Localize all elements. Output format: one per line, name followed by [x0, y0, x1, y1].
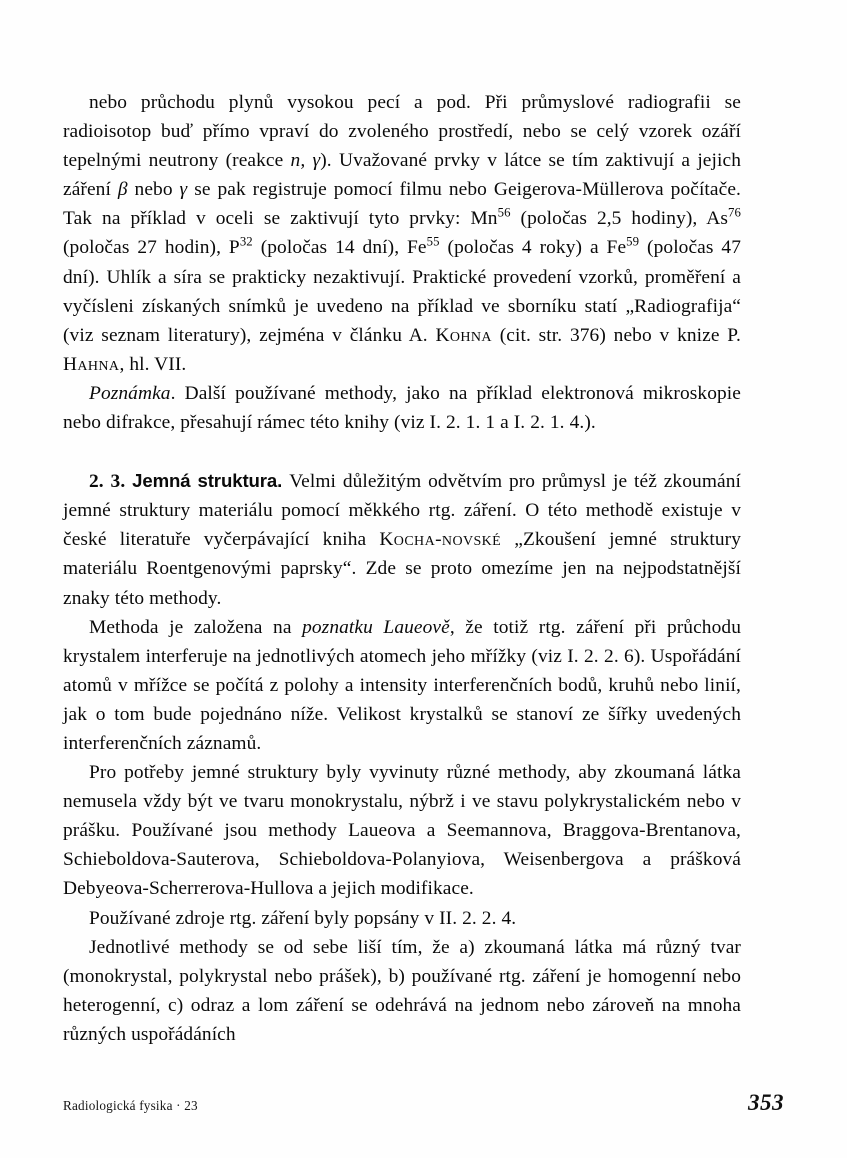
italic-run: n, [290, 150, 306, 172]
text-column [63, 88, 741, 1049]
text-run: ). Uvažované prvky v látce se tím zaktivují a jejich záření [63, 150, 741, 201]
text-run: (poločas 27 hodin), P [63, 237, 240, 259]
italic-run: γ [312, 150, 321, 172]
text-run [305, 150, 312, 171]
paragraph-2-poznamka [63, 379, 741, 437]
italic-run: γ [179, 179, 188, 201]
isotope-superscript: 32 [239, 235, 253, 249]
text-run: Jednotlivé methody se od sebe liší tím, že a) zkoumaná látka má různý tvar (monokrystal, polykrystal nebo prášek), b) používané rtg. záření je homogenní nebo heterogenní, c) odraz a lom záření se odehrává na jednom nebo zároveň na mnoha různých uspořádáních [63, 936, 741, 1045]
paragraph-1 [63, 88, 741, 379]
paragraph-7 [63, 933, 741, 1049]
text-run: (poločas 14 dní), Fe [252, 237, 427, 259]
text-run: Velmi důležitým odvětvím pro průmysl je též zkoumání jemné struktury materiálu pomocí měkkého rtg. záření. O této methodě existuje v české literatuře vyčerpávající kniha [63, 471, 741, 551]
italic-run: Poznámka [89, 382, 171, 404]
text-run: . Další používané methody, jako na příklad elektronová mikroskopie nebo difrakce, přesahují rámec této knihy (viz I. 2. 1. 1 a I. 2. 1. 4.). [63, 382, 741, 434]
small-caps-name: Kocha-novské [379, 529, 502, 551]
isotope-superscript: 59 [626, 235, 640, 249]
text-run: , že totiž rtg. záření při průchodu krystalem interferuje na jednotlivých atomech jeho mřížky (viz I. 2. 2. 6). Uspořádání atomů v mřížce se počítá z polohy a intensity interferenčních bodů, kruhů nebo linií, jak o tom bude pojednáno níže. Velikost krystalků se stanoví ze šířky uvedených interferenčních záznamů. [63, 616, 741, 754]
text-run: (poločas 47 dní). Uhlík a síra se prakticky nezaktivují. Praktické provedení vzorků, proměření a vyčísleni získaných snímků je uvedeno na příklad ve sborníku statí „Radiografija“ (viz seznam literatury), zejména v článku A. [63, 237, 742, 346]
text-run: nebo průchodu plynů vysokou pecí a pod. Při průmyslové radiografii se radioisotop buď přímo vpraví do zvoleného prostředí, nebo se celý vzorek ozáří tepelnými neutrony (reakce [63, 92, 741, 172]
paragraph-4 [63, 613, 741, 758]
page-number: 353 [748, 1090, 784, 1115]
section-title: Jemná struktura. [132, 470, 290, 492]
paragraph-6 [63, 904, 741, 933]
section-2-3-jemna-struktura [63, 466, 741, 612]
paragraph-5 [63, 758, 741, 903]
small-caps-name: Kohna [435, 324, 492, 346]
small-caps-name: Hahna [63, 353, 120, 375]
isotope-superscript: 56 [497, 205, 511, 220]
text-run: (cit. str. 376) nebo v knize P. [491, 324, 741, 346]
text-run: (poločas 2,5 hodiny), As [510, 208, 728, 230]
text-run: , hl. VII. [119, 353, 187, 375]
isotope-superscript: 55 [426, 235, 440, 249]
text-run: se pak registruje pomocí filmu nebo Geigerova-Müllerova počítače. Tak na příklad v oceli se zaktivují tyto prvky: Mn [63, 179, 741, 230]
running-footer: Radiologická fysika · 23 [63, 1098, 198, 1113]
text-run: nebo [127, 179, 180, 201]
text-run: „Zkoušení jemné struktury materiálu Roentgenovými paprsky“. Zde se proto omezíme jen na nejpodstatnější znaky této methody. [63, 529, 741, 609]
isotope-superscript: 76 [728, 205, 741, 220]
text-run: Pro potřeby jemné struktury byly vyvinuty různé methody, aby zkoumaná látka nemusela vždy být ve tvaru monokrystalu, nýbrž i ve stavu polykrystalickém nebo v prášku. Používané jsou methody Laueova a Seemannova, Braggova-Brentanova, Schieboldova-Sauterova, Schieboldova-Polanyiova, Weisenbergova a prášková Debyeova-Scherrerova-Hullova a jejich modifikace. [63, 762, 741, 900]
page-footer [63, 1090, 784, 1116]
italic-run: β [117, 179, 128, 201]
italic-run: poznatku Laueově [302, 616, 450, 638]
text-run: Používané zdroje rtg. záření byly popsány v II. 2. 2. 4. [89, 907, 517, 929]
text-run: (poločas 4 roky) a Fe [439, 237, 627, 259]
text-run: Methoda je založena na [89, 616, 303, 638]
section-number: 2. 3. [89, 471, 133, 493]
